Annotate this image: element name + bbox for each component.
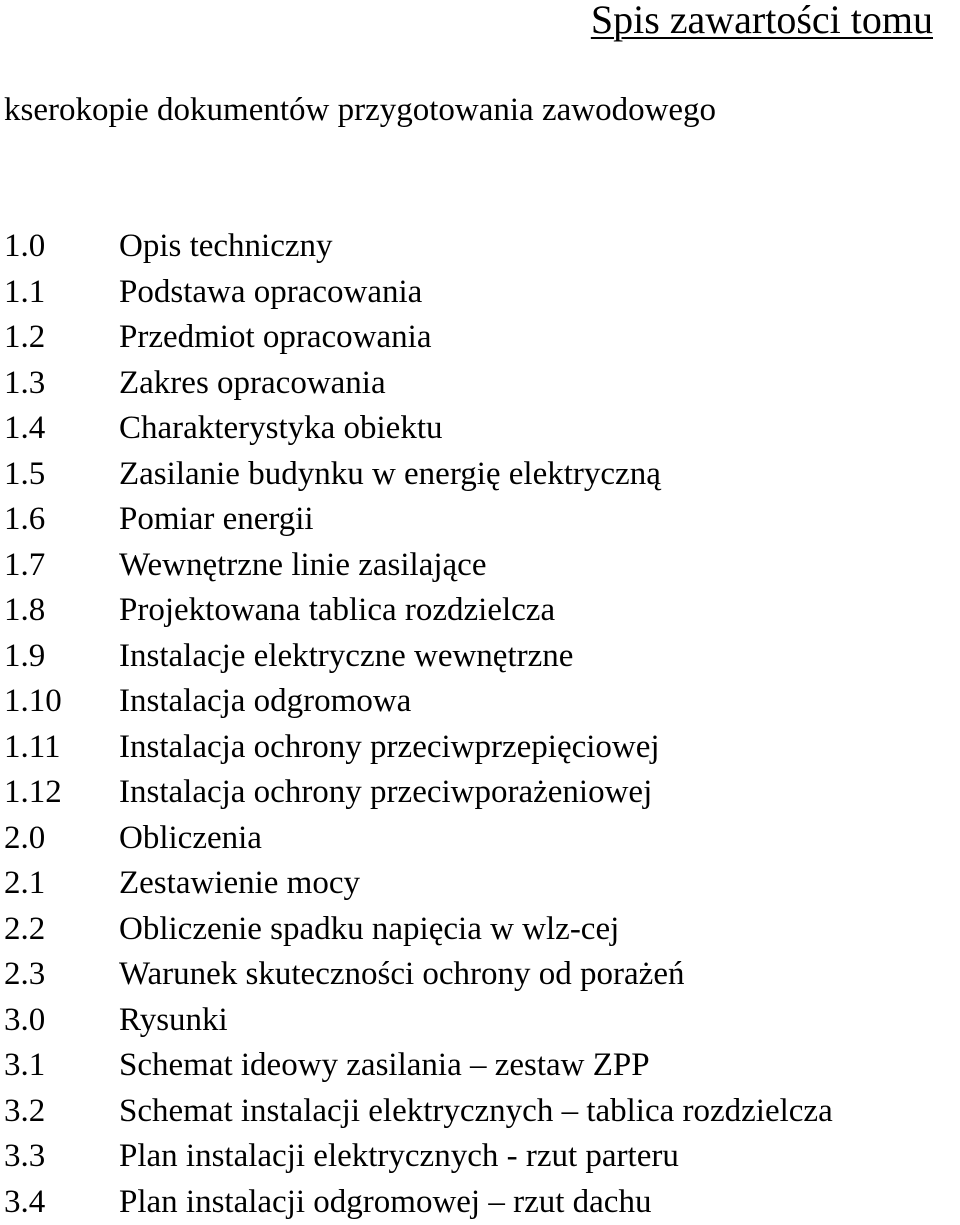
toc-entry — [4, 1134, 833, 1180]
toc-entry-label: Schemat instalacji elektrycznych – tablica rozdzielcza — [119, 1089, 833, 1135]
toc-entry — [4, 770, 833, 816]
toc-entry-number: 1.11 — [4, 725, 119, 771]
toc-entry-number: 3.4 — [4, 1180, 119, 1225]
toc-entry — [4, 224, 833, 270]
toc-entry-number: 1.2 — [4, 315, 119, 361]
toc-entry-number: 1.12 — [4, 770, 119, 816]
toc-entry-label: Podstawa opracowania — [119, 270, 422, 316]
toc-entry-label: Pomiar energii — [119, 497, 314, 543]
toc-entry — [4, 315, 833, 361]
toc-entry — [4, 588, 833, 634]
toc-entry — [4, 1180, 833, 1225]
toc-entry-number: 2.1 — [4, 861, 119, 907]
toc-entry — [4, 361, 833, 407]
toc-entry-label: Instalacja ochrony przeciwprzepięciowej — [119, 725, 660, 771]
toc-entry — [4, 907, 833, 953]
toc-entry-number: 1.10 — [4, 679, 119, 725]
toc-entry-label: Charakterystyka obiektu — [119, 406, 443, 452]
table-of-contents — [4, 224, 833, 1225]
toc-entry — [4, 861, 833, 907]
toc-entry — [4, 1089, 833, 1135]
toc-entry-label: Zakres opracowania — [119, 361, 386, 407]
toc-entry-number: 2.2 — [4, 907, 119, 953]
toc-entry-number: 1.4 — [4, 406, 119, 452]
toc-entry-label: Instalacja ochrony przeciwporażeniowej — [119, 770, 652, 816]
toc-entry-number: 1.5 — [4, 452, 119, 498]
toc-entry-label: Wewnętrzne linie zasilające — [119, 543, 486, 589]
toc-entry-label: Projektowana tablica rozdzielcza — [119, 588, 555, 634]
toc-entry-label: Plan instalacji odgromowej – rzut dachu — [119, 1180, 651, 1225]
toc-entry-label: Zestawienie mocy — [119, 861, 360, 907]
toc-entry-number: 3.0 — [4, 998, 119, 1044]
toc-entry — [4, 497, 833, 543]
toc-entry-number: 1.8 — [4, 588, 119, 634]
toc-entry-label: Warunek skuteczności ochrony od porażeń — [119, 952, 684, 998]
toc-entry-label: Plan instalacji elektrycznych - rzut parteru — [119, 1134, 679, 1180]
toc-entry-label: Schemat ideowy zasilania – zestaw ZPP — [119, 1043, 650, 1089]
toc-entry-label: Instalacja odgromowa — [119, 679, 411, 725]
toc-entry-label: Zasilanie budynku w energię elektryczną — [119, 452, 661, 498]
toc-entry-number: 1.6 — [4, 497, 119, 543]
toc-entry — [4, 543, 833, 589]
toc-entry-number: 3.1 — [4, 1043, 119, 1089]
toc-entry — [4, 1043, 833, 1089]
toc-entry — [4, 816, 833, 862]
toc-entry-number: 3.2 — [4, 1089, 119, 1135]
toc-entry — [4, 725, 833, 771]
toc-entry — [4, 952, 833, 998]
toc-entry-label: Obliczenia — [119, 816, 262, 862]
toc-entry-label: Instalacje elektryczne wewnętrzne — [119, 634, 573, 680]
toc-entry-label: Opis techniczny — [119, 224, 333, 270]
toc-entry-label: Rysunki — [119, 998, 228, 1044]
toc-entry — [4, 452, 833, 498]
toc-entry-number: 1.7 — [4, 543, 119, 589]
toc-entry — [4, 270, 833, 316]
toc-entry-number: 3.3 — [4, 1134, 119, 1180]
toc-entry — [4, 634, 833, 680]
toc-entry-label: Obliczenie spadku napięcia w wlz-cej — [119, 907, 619, 953]
toc-entry-number: 1.9 — [4, 634, 119, 680]
toc-entry — [4, 406, 833, 452]
toc-entry-label: Przedmiot opracowania — [119, 315, 431, 361]
toc-entry-number: 1.0 — [4, 224, 119, 270]
page-title: Spis zawartości tomu — [591, 0, 933, 44]
toc-entry-number: 2.3 — [4, 952, 119, 998]
toc-entry — [4, 679, 833, 725]
page-subtitle: kserokopie dokumentów przygotowania zawodowego — [4, 88, 716, 132]
toc-entry — [4, 998, 833, 1044]
toc-entry-number: 2.0 — [4, 816, 119, 862]
toc-entry-number: 1.3 — [4, 361, 119, 407]
toc-entry-number: 1.1 — [4, 270, 119, 316]
